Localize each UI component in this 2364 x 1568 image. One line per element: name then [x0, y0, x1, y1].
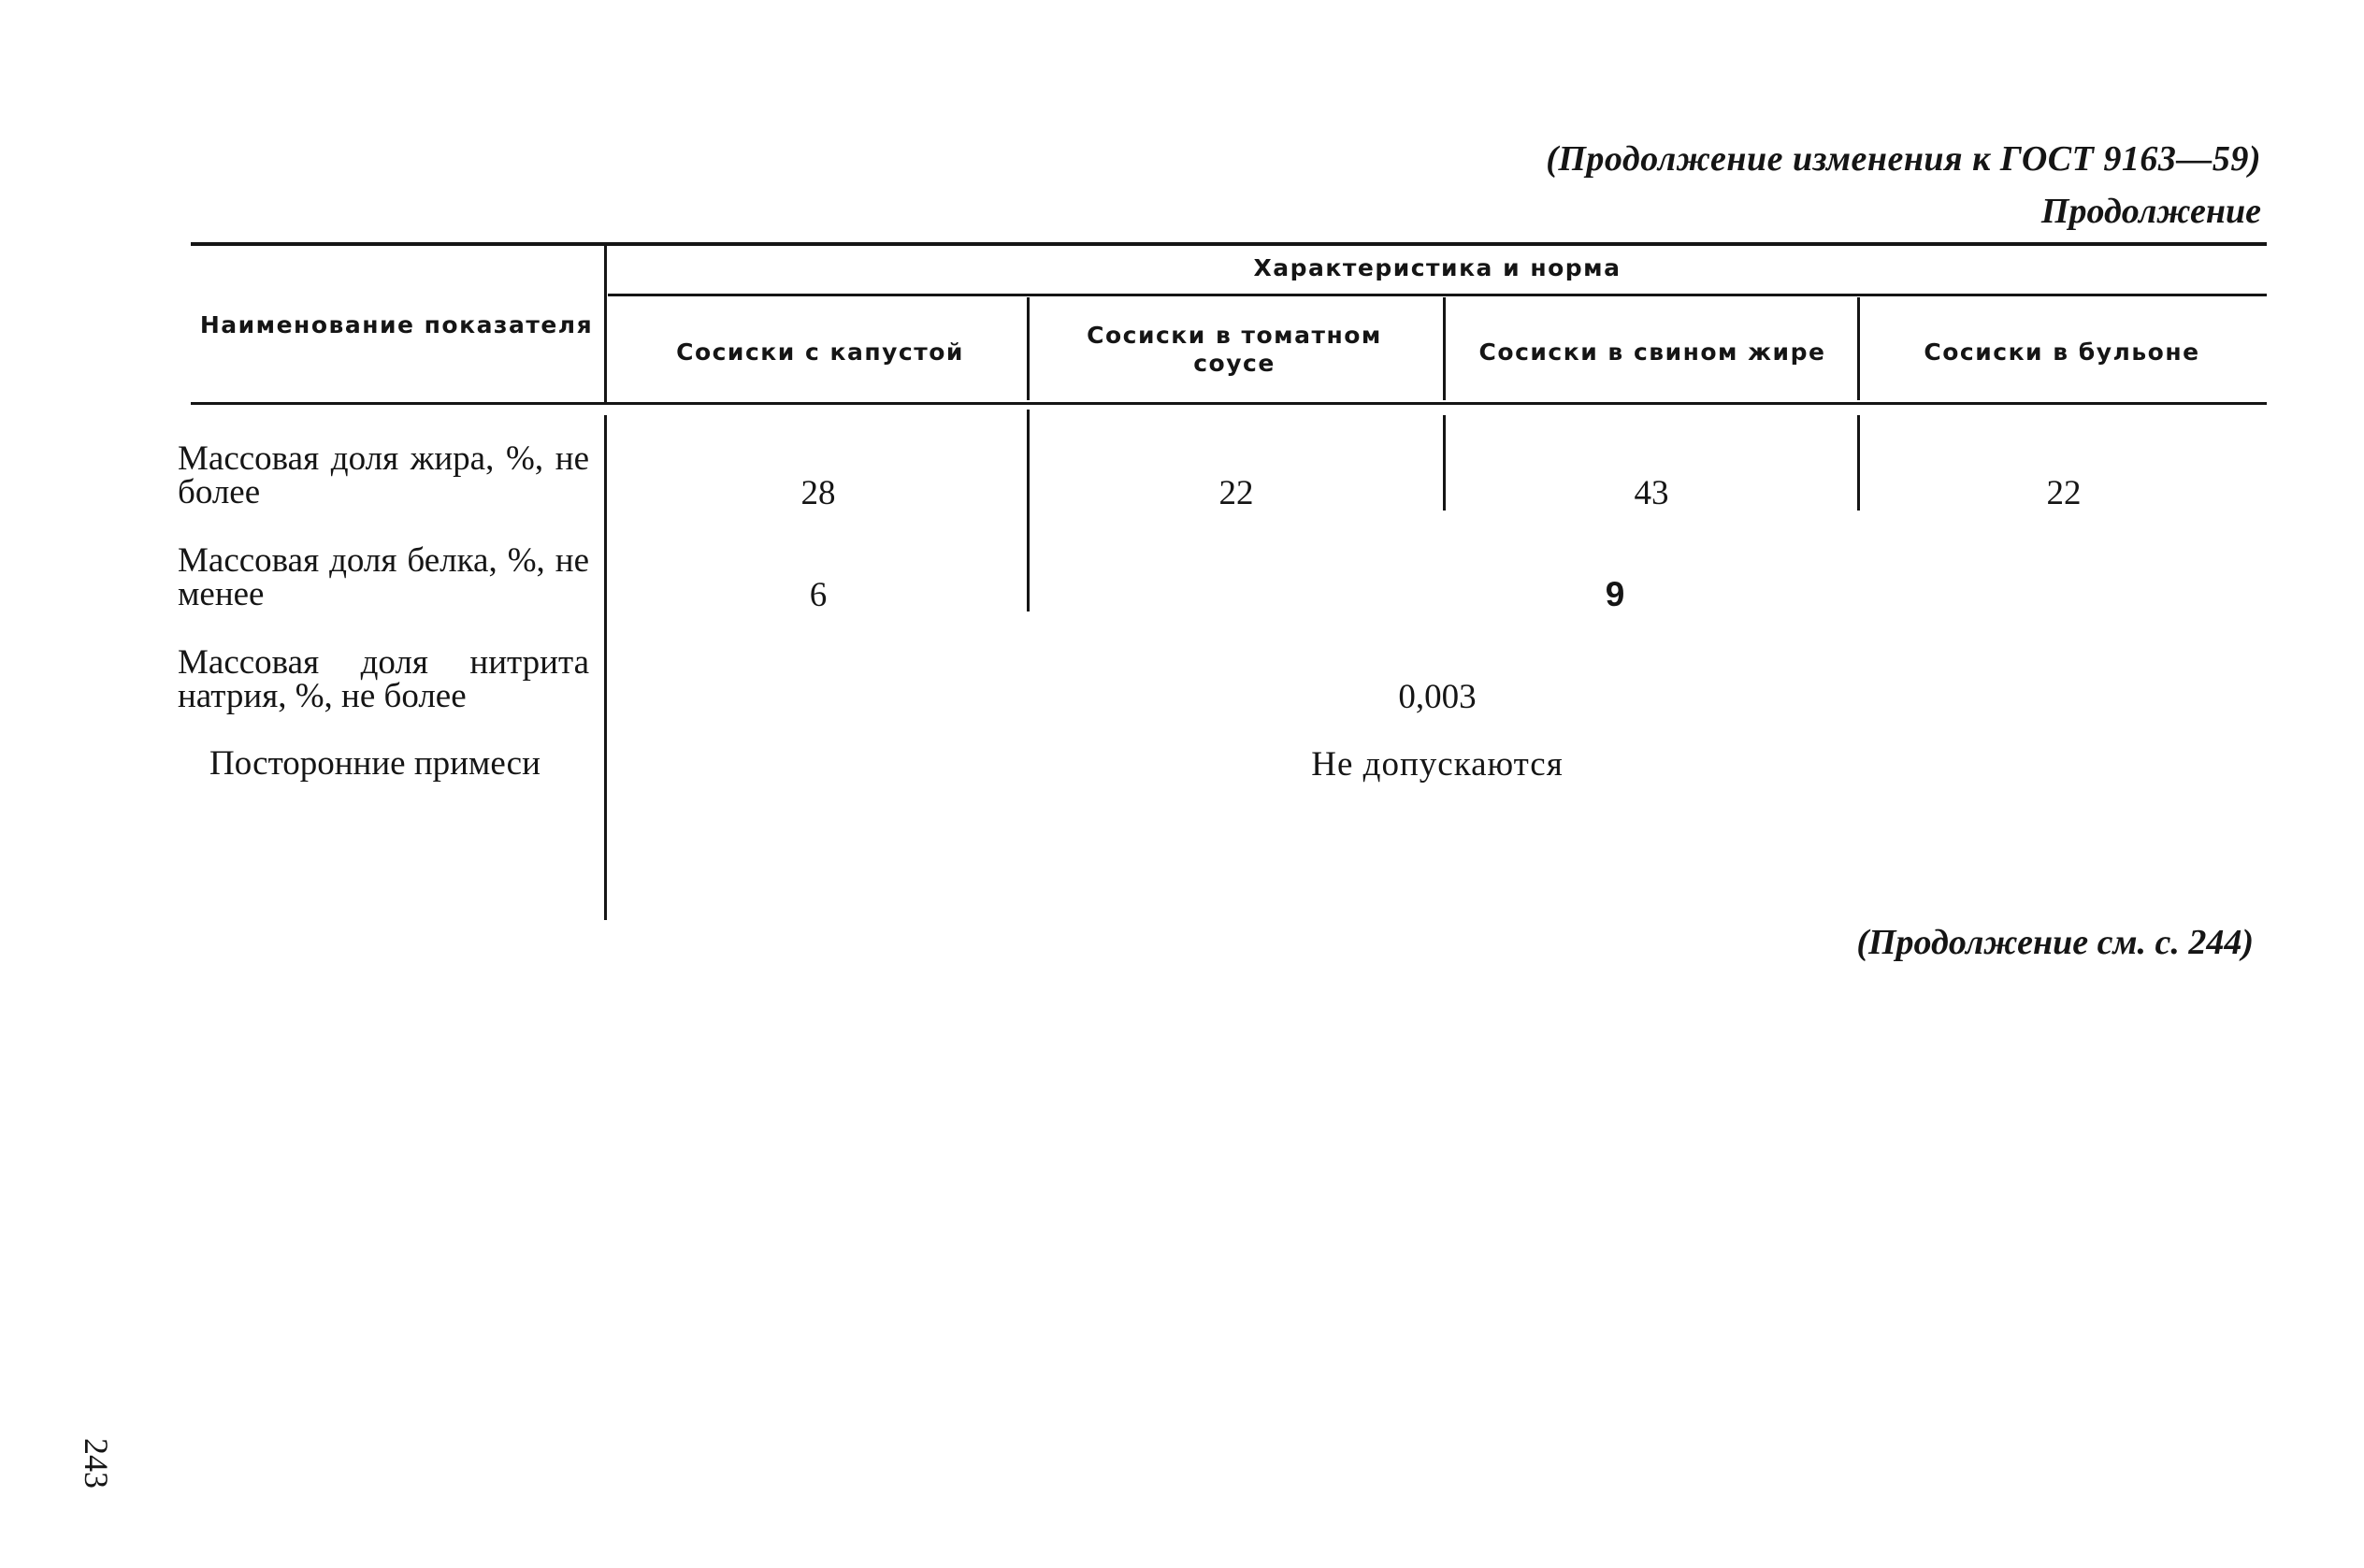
- col-rule-1-head: [1027, 297, 1030, 400]
- col-rule-2-head: [1443, 297, 1446, 400]
- cell-impurities: Не допускаются: [1311, 745, 1564, 784]
- name-column-header: Наименование показателя: [199, 311, 594, 338]
- continuation-header: (Продолжение изменения к ГОСТ 9163—59): [1546, 139, 2261, 179]
- column-header-3: Сосиски в свином жире: [1478, 338, 1826, 366]
- row-name-protein: Массовая доля белка, %, не менее: [178, 541, 589, 613]
- name-column-rule: [604, 245, 607, 404]
- row-name-fat: Массовая доля жира, %, не более: [178, 439, 589, 511]
- cell-protein-2: 9: [1605, 575, 1625, 613]
- name-column-rule-body: [604, 415, 607, 920]
- continuation-footer: (Продолжение см. с. 244): [1856, 923, 2254, 962]
- col-rule-3-head: [1857, 297, 1860, 400]
- column-header-1: Сосиски с капустой: [676, 338, 964, 366]
- cell-fat-2: 22: [1218, 474, 1254, 512]
- cell-fat-4: 22: [2046, 474, 2082, 512]
- cell-fat-3: 43: [1634, 474, 1669, 512]
- continued-label: Продолжение: [2040, 192, 2261, 231]
- group-header-rule: [608, 294, 2267, 296]
- column-header-4: Сосиски в бульоне: [1924, 338, 2200, 366]
- page-number: 243: [78, 1438, 115, 1489]
- cell-nitrite: 0,003: [1398, 678, 1477, 716]
- row-name-impurities: Посторонние примеси: [209, 744, 541, 783]
- group-header: Характеристика и норма: [1253, 254, 1622, 281]
- row-name-nitrite: Массовая доля нитрита натрия, %, не более: [178, 643, 589, 715]
- col-rule-3-body: [1857, 415, 1860, 511]
- cell-fat-1: 28: [800, 474, 836, 512]
- cell-protein-1: 6: [809, 576, 828, 614]
- header-bottom-rule: [191, 402, 2267, 405]
- table-top-rule: [191, 242, 2267, 246]
- column-header-2: Сосиски в томатном соусе: [1087, 322, 1382, 377]
